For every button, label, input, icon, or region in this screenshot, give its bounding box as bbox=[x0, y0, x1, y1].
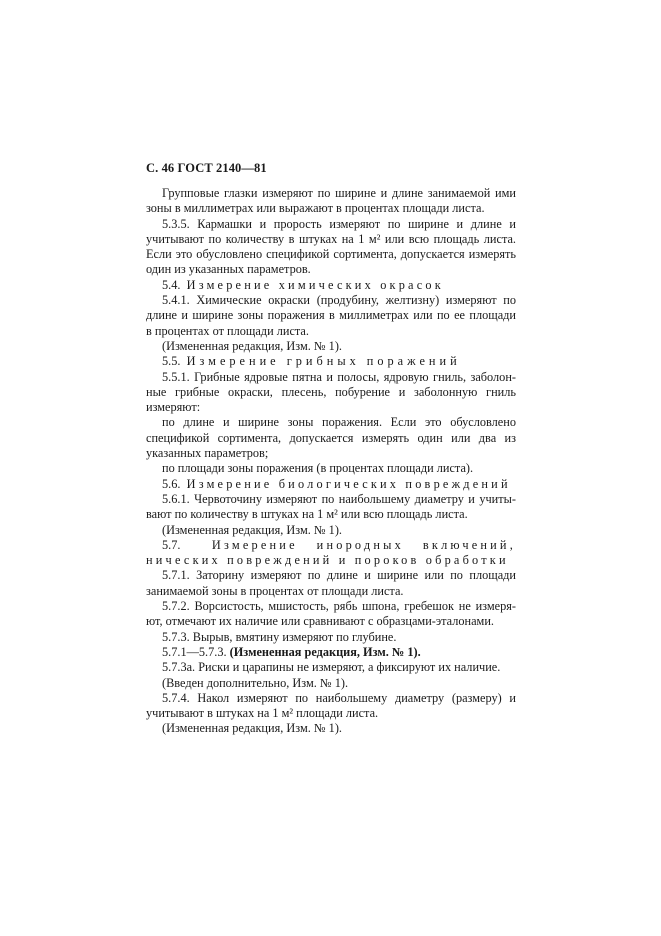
amendment-note-bold bbox=[146, 645, 516, 660]
text-line: занимаемой зоны в процентах от площади листа. bbox=[146, 583, 404, 598]
section-title-continued: нических повреждений и пороков обработки bbox=[146, 553, 509, 568]
section-heading-5-7 bbox=[146, 538, 516, 553]
text-line: 5.4.1. Химические окраски (продубину, желтизну) измеряют по bbox=[162, 293, 516, 308]
section-heading-5-5 bbox=[146, 354, 516, 369]
text-line: учитывают в штуках на 1 м² площади листа. bbox=[146, 706, 379, 721]
section-number: 5.7. bbox=[162, 537, 181, 552]
page-header: С. 46 ГОСТ 2140—81 bbox=[146, 161, 267, 175]
amendment-note: (Измененная редакция, Изм. № 1). bbox=[162, 338, 343, 353]
section-number: 5.5. bbox=[162, 354, 181, 369]
section-range: 5.7.1—5.7.3. bbox=[162, 644, 227, 659]
text-line: 5.7.3а. Риски и царапины не измеряют, а фиксируют их наличие. bbox=[162, 660, 501, 675]
text-line: по площади зоны поражения (в процентах площади листа). bbox=[162, 461, 474, 476]
text-line: зоны в миллиметрах или выражают в процентах площади листа. bbox=[146, 201, 485, 216]
section-title: Измерение биологических повреждений bbox=[186, 476, 511, 491]
section-heading-5-4 bbox=[146, 278, 516, 293]
text-line: в процентах от площади листа. bbox=[146, 323, 309, 338]
section-title: Измерение химических окрасок bbox=[186, 277, 444, 292]
text-line: ют, отмечают их наличие или сравнивают с образцами-эталонами. bbox=[146, 614, 494, 629]
amendment-note: (Измененная редакция, Изм. № 1). bbox=[162, 721, 343, 736]
text-line: ные грибные окраски, плесень, побурение и заболонную гниль bbox=[146, 384, 516, 399]
text-line: учитывают по количеству в штуках на 1 м² или всю площадь листа. bbox=[146, 231, 516, 246]
section-heading-5-6 bbox=[146, 477, 516, 492]
text-line: 5.3.5. Кармашки и прорость измеряют по ширине и длине и bbox=[162, 216, 516, 231]
text-line: измеряют: bbox=[146, 400, 201, 415]
section-title: Измерение грибных поражений bbox=[186, 354, 461, 369]
section-number: 5.4. bbox=[162, 277, 181, 292]
section-title: Измерение инородных включений, bbox=[211, 537, 516, 552]
document-body bbox=[146, 186, 516, 737]
text-line: указанных параметров; bbox=[146, 446, 269, 461]
text-line: спецификой сортимента, допускается измерять один или два из bbox=[146, 430, 516, 445]
text-line: 5.7.2. Ворсистость, мшистость, рябь шпона, гребешок не измеря- bbox=[162, 599, 516, 614]
text-line: один из указанных параметров. bbox=[146, 262, 311, 277]
text-line: Групповые глазки измеряют по ширине и длине занимаемой ими bbox=[162, 186, 516, 200]
text-line: длине и ширине зоны поражения в миллиметрах или по ее площади bbox=[146, 308, 516, 323]
text-line: 5.6.1. Червоточину измеряют по наибольшему диаметру и учиты- bbox=[162, 491, 516, 506]
text-line: 5.7.1. Заторину измеряют по длине и ширине или по площади bbox=[162, 568, 516, 583]
amendment-bold: (Измененная редакция, Изм. № 1). bbox=[229, 644, 421, 659]
text-line: 5.7.3. Вырыв, вмятину измеряют по глубине. bbox=[162, 629, 397, 644]
text-line: Если это обусловлено спецификой сортимента, допускается измерять bbox=[146, 247, 516, 262]
text-line: 5.5.1. Грибные ядровые пятна и полосы, ядровую гниль, заболон- bbox=[162, 369, 516, 384]
amendment-note: (Введен дополнительно, Изм. № 1). bbox=[162, 675, 349, 690]
text-line: вают по количеству в штуках на 1 м² или всю площадь листа. bbox=[146, 507, 468, 522]
section-number: 5.6. bbox=[162, 476, 181, 491]
text-line: по длине и ширине зоны поражения. Если это обусловлено bbox=[162, 415, 516, 430]
amendment-note: (Измененная редакция, Изм. № 1). bbox=[162, 522, 343, 537]
text-line: 5.7.4. Накол измеряют по наибольшему диаметру (размеру) и bbox=[162, 690, 516, 705]
